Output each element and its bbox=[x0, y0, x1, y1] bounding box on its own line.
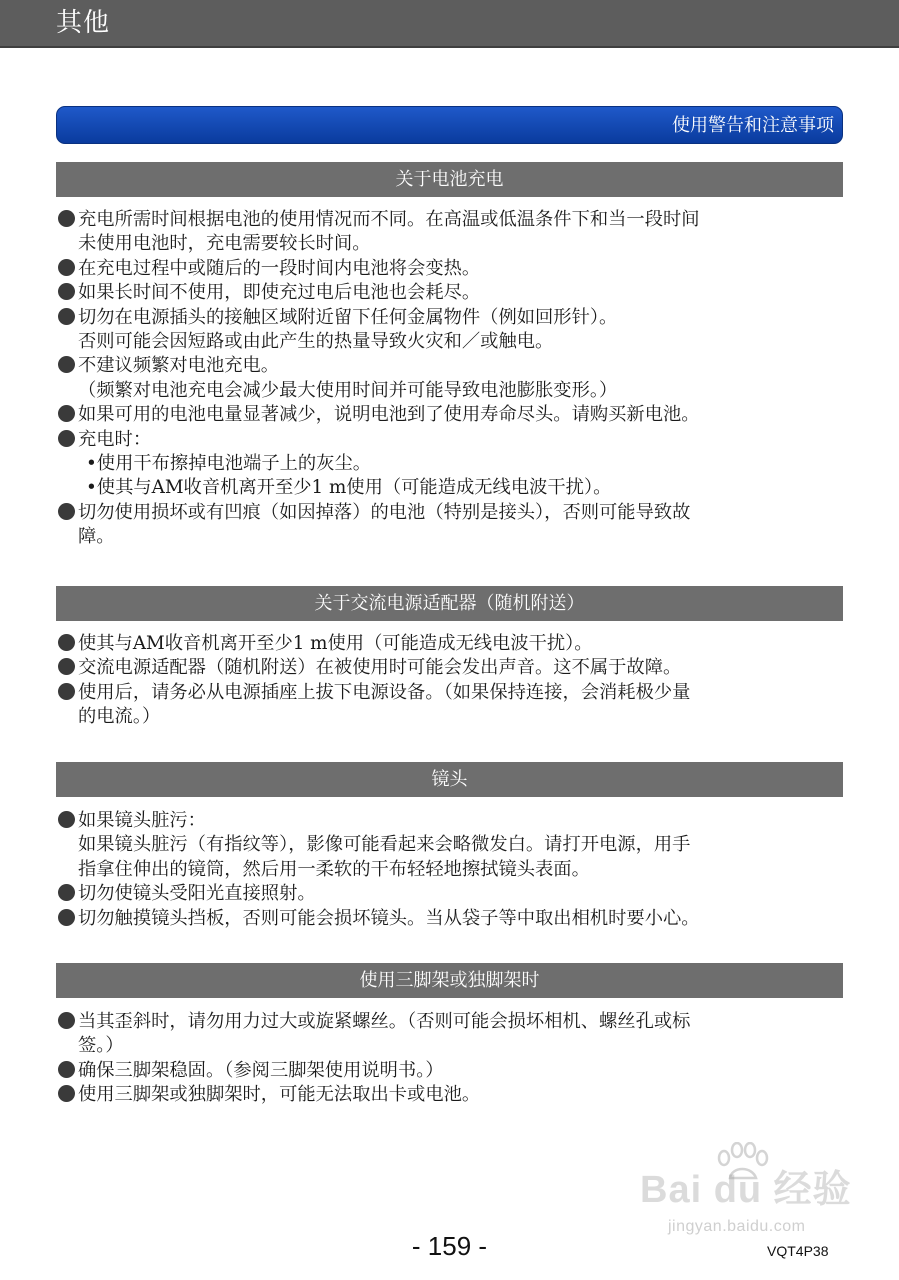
sub-item: •使其与AM收音机离开至少1 m使用（可能造成无线电波干扰）。 bbox=[86, 477, 612, 499]
list-item: 切勿触摸镜头挡板，否则可能会损坏镜头。当从袋子等中取出相机时要小心。 bbox=[56, 907, 846, 931]
list-item: 在充电过程中或随后的一段时间内电池将会变热。 bbox=[56, 257, 846, 281]
list-item: 切勿使镜头受阳光直接照射。 bbox=[56, 882, 846, 906]
bullet-icon bbox=[56, 681, 78, 730]
bullet-icon bbox=[56, 501, 78, 550]
bullet-icon bbox=[56, 1083, 78, 1107]
list-item: 切勿使用损坏或有凹痕（如因掉落）的电池（特别是接头），否则可能导致故 障。 bbox=[56, 501, 846, 550]
bullet-icon bbox=[56, 907, 78, 931]
battery-charging-list bbox=[56, 208, 846, 550]
bullet-icon bbox=[56, 257, 78, 281]
list-item: 使其与AM收音机离开至少1 m使用（可能造成无线电波干扰）。 bbox=[56, 632, 846, 656]
list-item: 如果可用的电池电量显著减少，说明电池到了使用寿命尽头。请购买新电池。 bbox=[56, 403, 846, 427]
section-heading-tripod: 使用三脚架或独脚架时 bbox=[56, 963, 843, 998]
bullet-icon bbox=[56, 632, 78, 656]
list-item: 交流电源适配器（随机附送）在被使用时可能会发出声音。这不属于故障。 bbox=[56, 656, 846, 680]
baidu-jingyan-watermark-logo: Bai du 经验 bbox=[640, 1169, 852, 1211]
bullet-icon bbox=[56, 1010, 78, 1059]
baidu-jingyan-watermark-url: jingyan.baidu.com bbox=[668, 1218, 806, 1235]
list-item: 充电所需时间根据电池的使用情况而不同。在高温或低温条件下和当一段时间 未使用电池时，充电需要较长时间。 bbox=[56, 208, 846, 257]
top-header-bar bbox=[0, 0, 899, 48]
list-item: 不建议频繁对电池充电。 （频繁对电池充电会减少最大使用时间并可能导致电池膨胀变形。） bbox=[56, 354, 846, 403]
page-number: - 159 - bbox=[411, 1231, 488, 1261]
section-heading-battery-charging: 关于电池充电 bbox=[56, 162, 843, 197]
bullet-icon bbox=[56, 354, 78, 403]
bullet-icon bbox=[56, 306, 78, 355]
list-item: 确保三脚架稳固。（参阅三脚架使用说明书。） bbox=[56, 1059, 846, 1083]
lens-list bbox=[56, 809, 846, 931]
bullet-icon bbox=[56, 1059, 78, 1083]
bullet-icon bbox=[56, 656, 78, 680]
bullet-icon bbox=[56, 428, 78, 501]
bullet-icon bbox=[56, 882, 78, 906]
list-item: 如果长时间不使用，即使充过电后电池也会耗尽。 bbox=[56, 281, 846, 305]
list-item: 使用后，请务必从电源插座上拔下电源设备。（如果保持连接，会消耗极少量 的电流。） bbox=[56, 681, 846, 730]
section-heading-ac-adaptor: 关于交流电源适配器（随机附送） bbox=[56, 586, 843, 621]
section-banner bbox=[56, 106, 843, 144]
list-item: 切勿在电源插头的接触区域附近留下任何金属物件（例如回形针）。 否则可能会因短路或由此产生的热量导致火灾和／或触电。 bbox=[56, 306, 846, 355]
banner-label: 使用警告和注意事项 bbox=[672, 115, 834, 136]
list-item: 如果镜头脏污： 如果镜头脏污（有指纹等），影像可能看起来会略微发白。请打开电源，用手 指拿住伸出的镜筒，然后用一柔软的干布轻轻地擦拭镜头表面。 bbox=[56, 809, 846, 882]
bullet-icon bbox=[56, 208, 78, 257]
list-item: 充电时： •使用干布擦掉电池端子上的灰尘。 •使其与AM收音机离开至少1 m使用（可能造成无线电波干扰）。 bbox=[56, 428, 846, 501]
document-code: VQT4P38 bbox=[767, 1243, 829, 1259]
bullet-icon bbox=[56, 403, 78, 427]
sub-item: •使用干布擦掉电池端子上的灰尘。 bbox=[86, 453, 372, 475]
section-heading-lens: 镜头 bbox=[56, 762, 843, 797]
bullet-icon bbox=[56, 809, 78, 882]
bullet-icon bbox=[56, 281, 78, 305]
list-item: 当其歪斜时，请勿用力过大或旋紧螺丝。（否则可能会损坏相机、螺丝孔或标 签。） bbox=[56, 1010, 846, 1059]
chapter-title: 其他 bbox=[56, 8, 111, 38]
list-item: 使用三脚架或独脚架时，可能无法取出卡或电池。 bbox=[56, 1083, 846, 1107]
tripod-list bbox=[56, 1010, 846, 1108]
ac-adaptor-list bbox=[56, 632, 846, 730]
